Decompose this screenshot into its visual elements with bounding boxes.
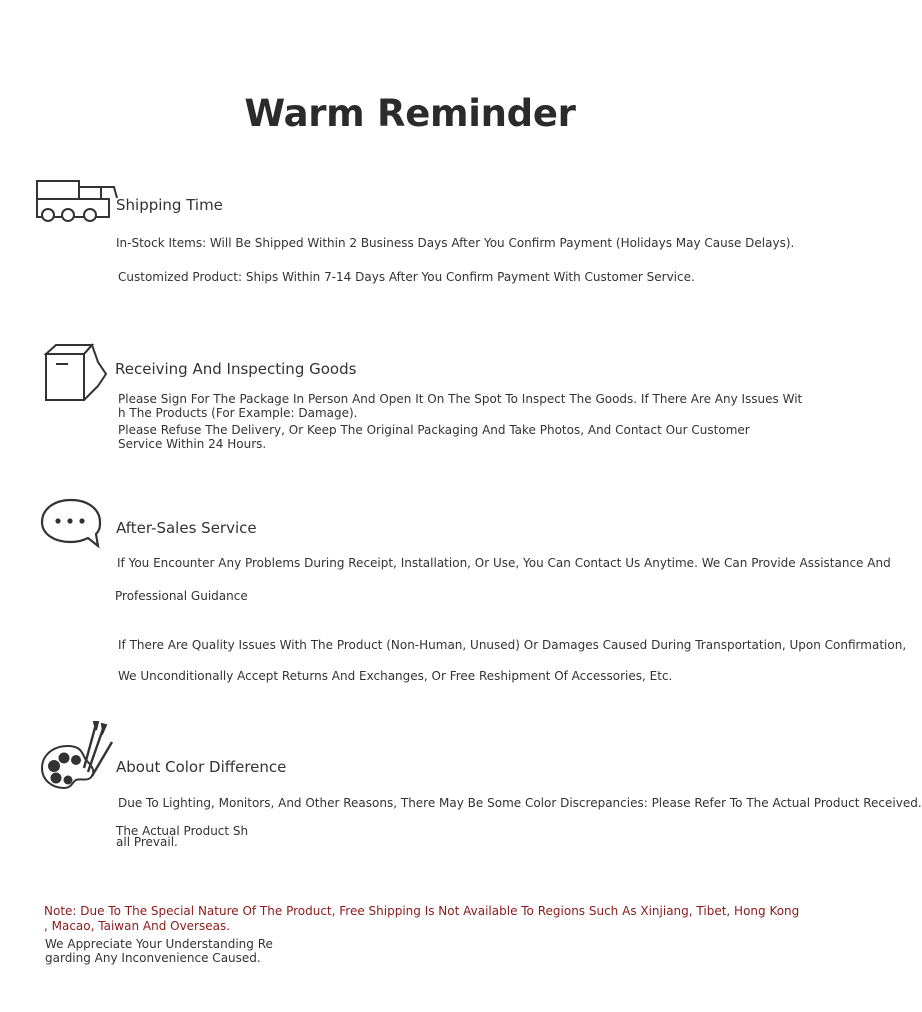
shipping-note-line: Note: Due To The Special Nature Of The Product, Free Shipping Is Not Available To Regions Such As Xinjiang, Tibet, Hong Kong (44, 904, 800, 918)
section-text-line: Service Within 24 Hours. (118, 437, 267, 451)
section-text-line: Please Sign For The Package In Person And Open It On The Spot To Inspect The Goods. If There Are Any Issues Wit (118, 392, 803, 406)
section-text-line: Customized Product: Ships Within 7-14 Days After You Confirm Payment With Customer Service. (118, 270, 695, 284)
section-text-line: all Prevail. (116, 835, 178, 849)
section-text-line: h The Products (For Example: Damage). (118, 406, 358, 420)
appreciation-line: We Appreciate Your Understanding Re (45, 937, 273, 951)
section-text-line: Due To Lighting, Monitors, And Other Reasons, There May Be Some Color Discrepancies: Please Refer To The Actual Product Received. (118, 796, 922, 810)
appreciation-line: garding Any Inconvenience Caused. (45, 951, 261, 965)
section-text-line: If You Encounter Any Problems During Receipt, Installation, Or Use, You Can Contact Us Anytime. We Can Provide Assistance And (117, 556, 891, 570)
box-icon (42, 342, 108, 404)
section-heading-after-sales: After-Sales Service (116, 519, 257, 537)
section-text-line: If There Are Quality Issues With The Product (Non-Human, Unused) Or Damages Caused During Transportation, Upon Confirmation, (118, 638, 907, 652)
shipping-note-line: , Macao, Taiwan And Overseas. (44, 919, 231, 933)
section-heading-shipping-time: Shipping Time (116, 196, 223, 214)
palette-icon (38, 718, 116, 792)
page-title: Warm Reminder (244, 92, 576, 135)
section-text-line: We Unconditionally Accept Returns And Exchanges, Or Free Reshipment Of Accessories, Etc. (118, 669, 673, 683)
section-heading-receiving-goods: Receiving And Inspecting Goods (115, 360, 357, 378)
section-text-line: In-Stock Items: Will Be Shipped Within 2 Business Days After You Confirm Payment (Holidays May Cause Delays). (116, 236, 795, 250)
chat-bubble-icon (38, 496, 104, 552)
section-text-line: The Actual Product Sh (116, 824, 249, 838)
section-text-line: Professional Guidance (115, 589, 248, 603)
section-text-line: Please Refuse The Delivery, Or Keep The Original Packaging And Take Photos, And Contact Our Customer (118, 423, 750, 437)
section-heading-color-difference: About Color Difference (116, 758, 287, 776)
truck-icon (34, 178, 120, 224)
